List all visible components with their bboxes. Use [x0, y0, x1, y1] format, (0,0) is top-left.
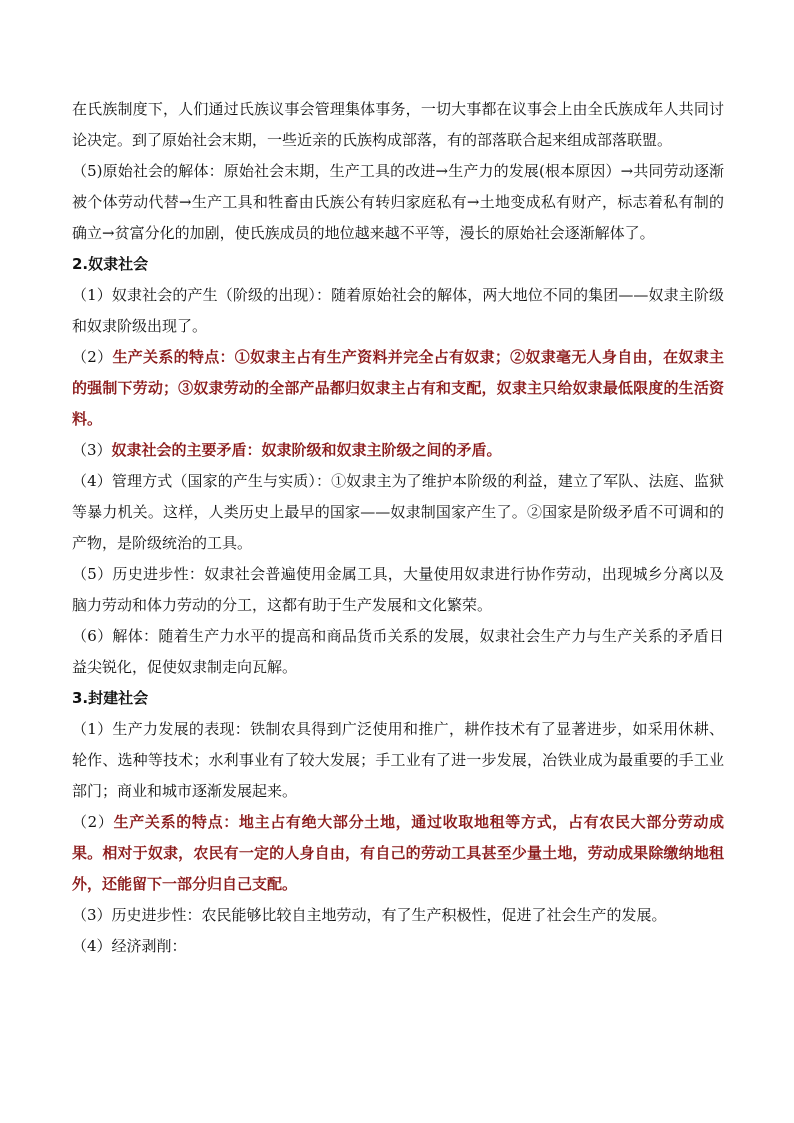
highlighted-text: 生产关系的特点：①奴隶主占有生产资料并完全占有奴隶；②奴隶毫无人身自由，在奴隶主的强制下劳动；③奴隶劳动的全部产品都归奴隶主占有和支配，奴隶主只给奴隶最低限度的生活资料。 [72, 348, 724, 428]
item-number: （2） [72, 813, 114, 831]
paragraph-feudal-production-relations [72, 807, 724, 900]
highlighted-text: 生产关系的特点：地主占有绝大部分土地，通过收取地租等方式，占有农民大部分劳动成果。相对于奴隶，农民有一定的人身自由，有自己的劳动工具甚至少量土地，劳动成果除缴纳地租外，还能留下一部分归自己支配。 [72, 813, 724, 893]
paragraph-slave-progress: （5）历史进步性：奴隶社会普遍使用金属工具，大量使用奴隶进行协作劳动，出现城乡分离以及脑力劳动和体力劳动的分工，这都有助于生产发展和文化繁荣。 [72, 565, 724, 614]
paragraph-clan-system: 在氏族制度下，人们通过氏族议事会管理集体事务，一切大事都在议事会上由全氏族成年人共同讨论决定。到了原始社会末期，一些近亲的氏族构成部落，有的部落联合起来组成部落联盟。 [72, 100, 724, 149]
paragraph-slave-society-origin: （1）奴隶社会的产生（阶级的出现）：随着原始社会的解体，两大地位不同的集团——奴隶主阶级和奴隶阶级出现了。 [72, 286, 724, 335]
paragraph-feudal-progress: （3）历史进步性：农民能够比较自主地劳动，有了生产积极性，促进了社会生产的发展。 [72, 906, 667, 924]
paragraph-slave-collapse: （6）解体：随着生产力水平的提高和商品货币关系的发展，奴隶社会生产力与生产关系的矛盾日益尖锐化，促使奴隶制走向瓦解。 [72, 627, 724, 676]
paragraph-slave-production-relations [72, 342, 724, 435]
highlighted-text: 奴隶社会的主要矛盾：奴隶阶级和奴隶主阶级之间的矛盾。 [111, 441, 502, 459]
section-heading-feudal-society: 3.封建社会 [72, 689, 149, 707]
paragraph-feudal-productivity: （1）生产力发展的表现：铁制农具得到广泛使用和推广，耕作技术有了显著进步，如采用休耕、轮作、选种等技术；水利事业有了较大发展；手工业有了进一步发展，冶铁业成为最重要的手工业部门；商业和城市逐渐发展起来。 [72, 720, 724, 800]
paragraph-feudal-exploitation: （4）经济剥削： [72, 937, 187, 955]
paragraph-primitive-society-collapse: （5)原始社会的解体：原始社会末期，生产工具的改进→生产力的发展(根本原因）→共同劳动逐渐被个体劳动代替→生产工具和牲畜由氏族公有转归家庭私有→土地变成私有财产，标志着私有制的确立→贫富分化的加剧，使氏族成员的地位越来越不平等，漫长的原始社会逐渐解体了。 [72, 162, 724, 242]
paragraph-slave-main-contradiction [72, 435, 724, 466]
paragraph-state-origin: （4）管理方式（国家的产生与实质）：①奴隶主为了维护本阶级的利益，建立了军队、法庭、监狱等暴力机关。这样，人类历史上最早的国家——奴隶制国家产生了。②国家是阶级矛盾不可调和的产物，是阶级统治的工具。 [72, 472, 724, 552]
section-heading-slave-society: 2.奴隶社会 [72, 255, 149, 273]
item-number: （3） [72, 441, 112, 459]
document-body [72, 94, 724, 962]
item-number: （2） [72, 348, 113, 366]
